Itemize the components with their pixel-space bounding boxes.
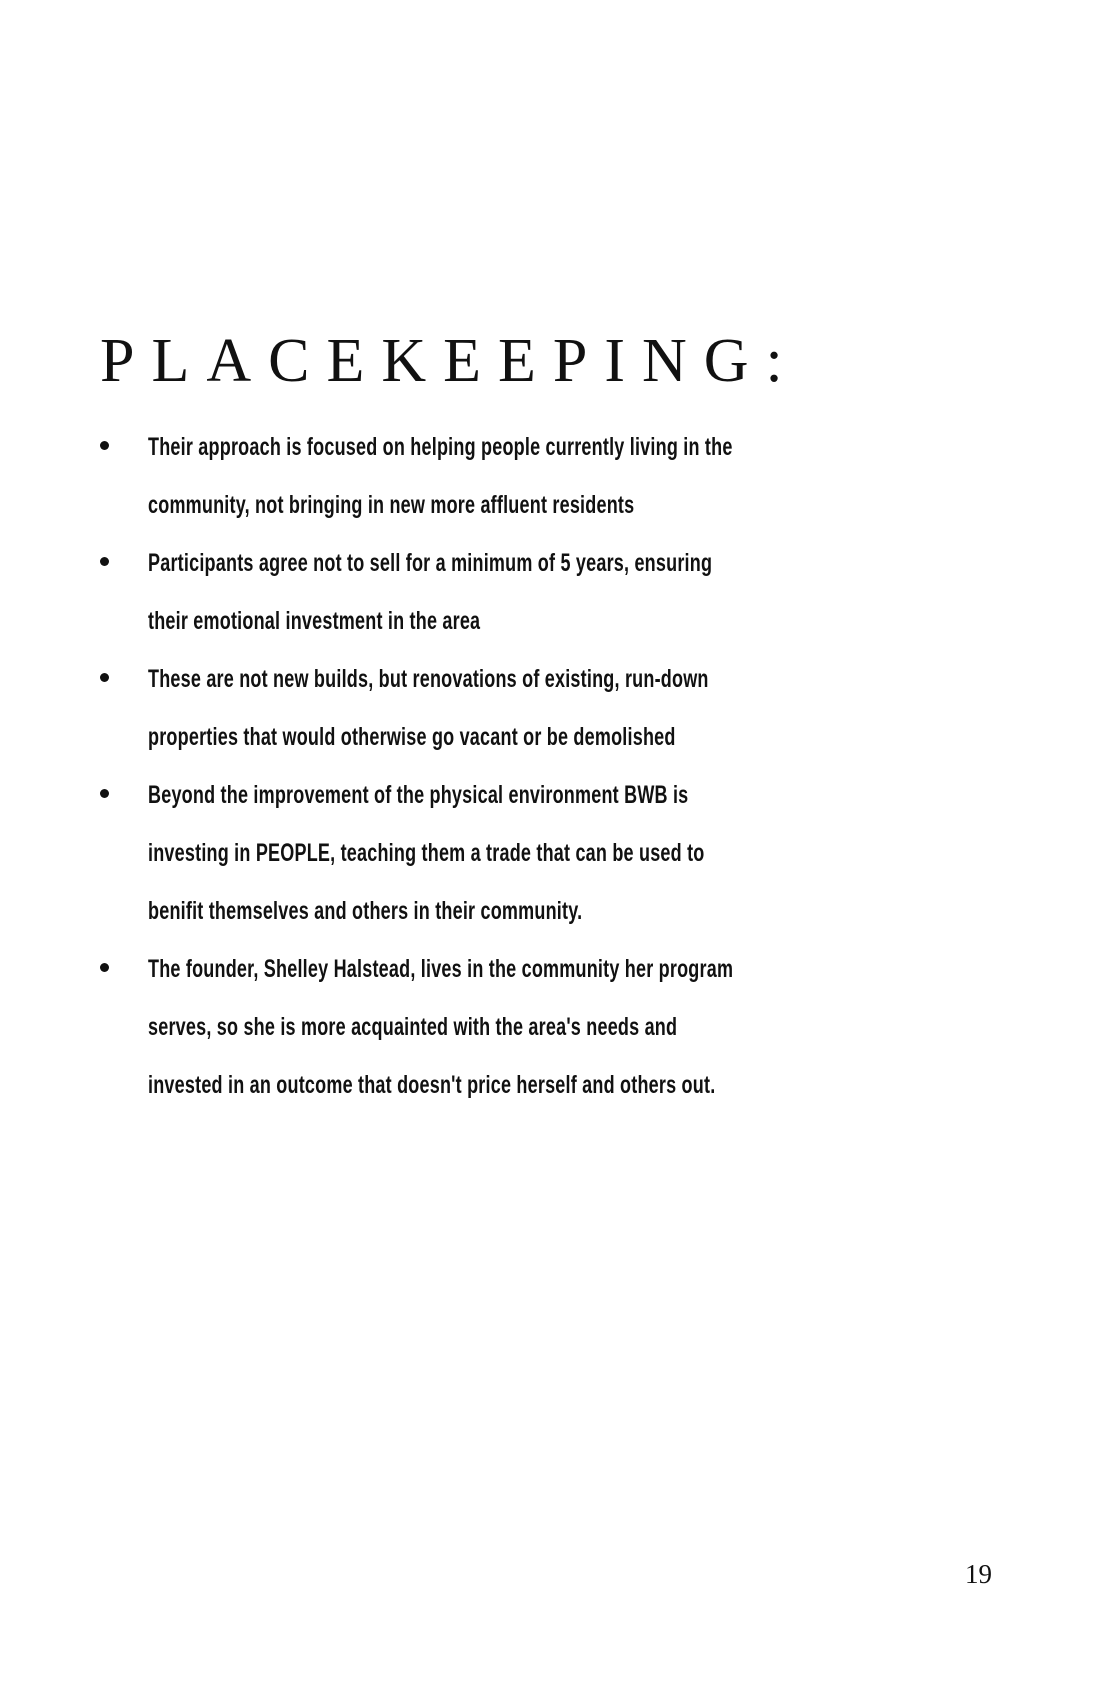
bullet-item <box>92 650 872 766</box>
page-number: 19 <box>965 1559 992 1589</box>
bullet-dot-icon <box>100 441 109 450</box>
bullet-text-line: These are not new builds, but renovations of existing, run-down <box>148 665 709 693</box>
bullet-text-line: Participants agree not to sell for a minimum of 5 years, ensuring <box>148 549 713 577</box>
bullet-text-line: Their approach is focused on helping people currently living in the <box>148 433 733 461</box>
bullet-item <box>92 940 872 1114</box>
bullet-dot-icon <box>100 963 109 972</box>
bullet-dot-icon <box>100 557 109 566</box>
bullet-text-line: serves, so she is more acquainted with the area's needs and <box>148 1013 678 1041</box>
bullet-item <box>92 534 872 650</box>
bullet-text-line: benifit themselves and others in their community. <box>148 897 583 925</box>
bullet-list <box>92 418 872 1114</box>
bullet-text-line: their emotional investment in the area <box>148 607 481 635</box>
bullet-text-line: investing in PEOPLE, teaching them a trade that can be used to <box>148 839 705 867</box>
bullet-text-line: community, not bringing in new more affluent residents <box>148 491 635 519</box>
bullet-item <box>92 766 872 940</box>
page-heading: PLACEKEEPING: <box>100 327 800 395</box>
bullet-text-line: invested in an outcome that doesn't price herself and others out. <box>148 1071 716 1099</box>
bullet-text-line: Beyond the improvement of the physical environment BWB is <box>148 781 689 809</box>
bullet-item <box>92 418 872 534</box>
bullet-text-line: properties that would otherwise go vacant or be demolished <box>148 723 676 751</box>
bullet-text-line: The founder, Shelley Halstead, lives in the community her program <box>148 955 734 983</box>
bullet-dot-icon <box>100 673 109 682</box>
bullet-dot-icon <box>100 789 109 798</box>
